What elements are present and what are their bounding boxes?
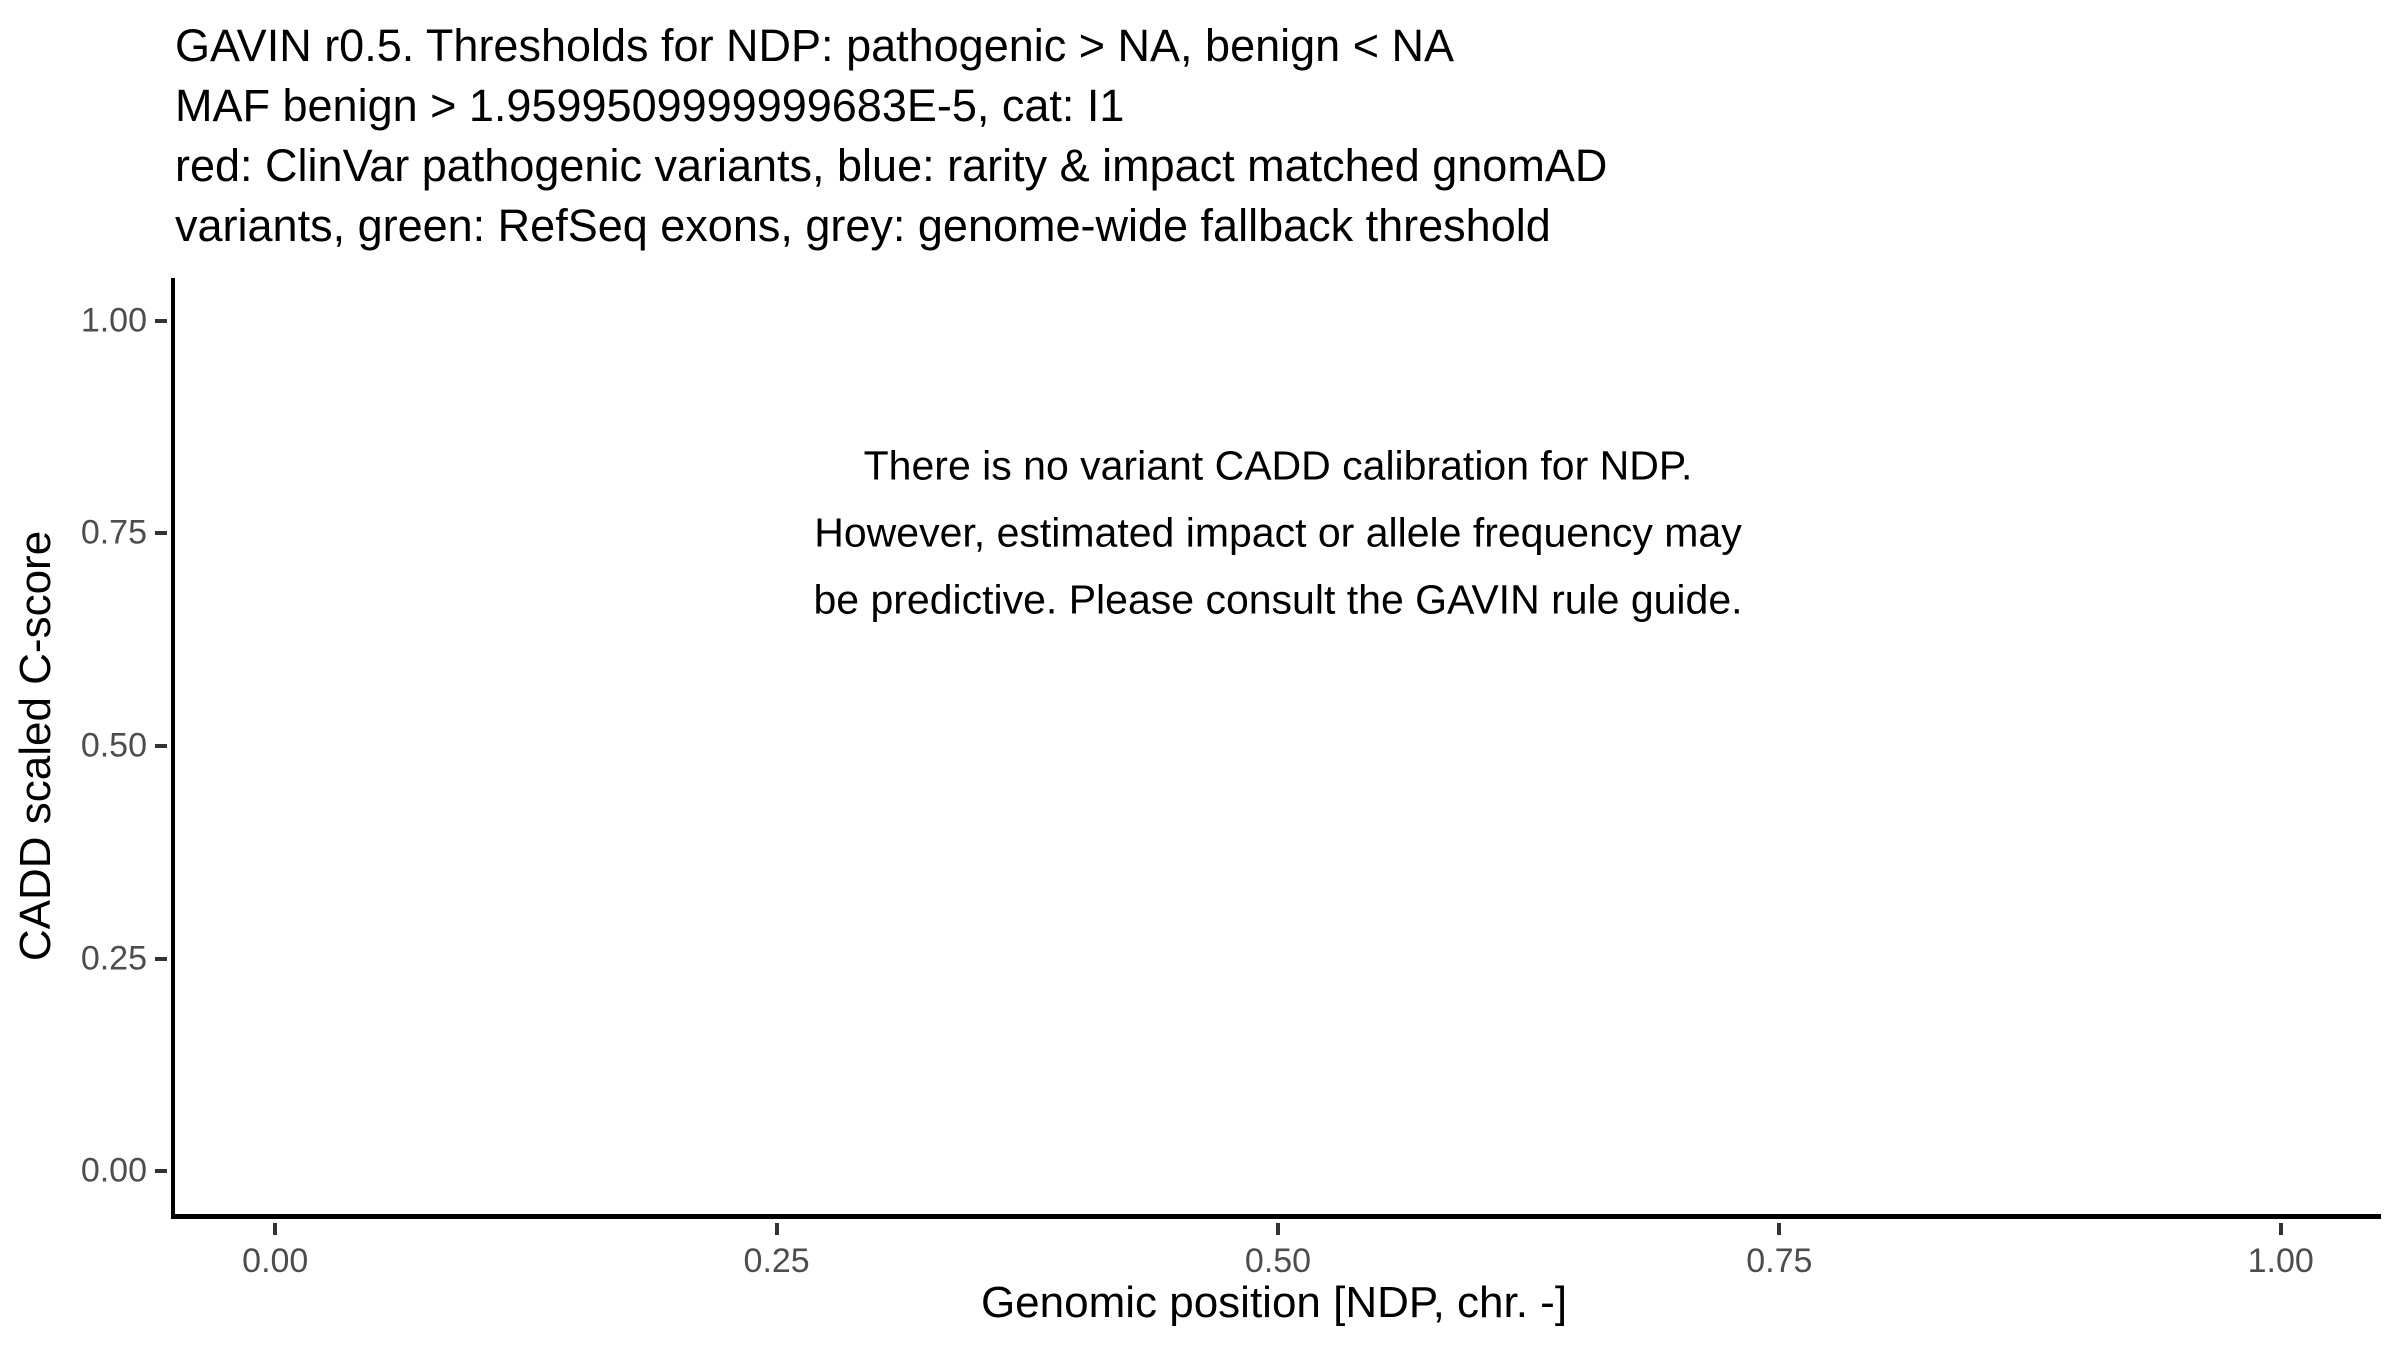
- x-axis-tick-label: 1.00: [2247, 1242, 2314, 1280]
- annotation-line-3: be predictive. Please consult the GAVIN rule guide.: [813, 576, 1743, 623]
- x-axis-tick: [775, 1223, 779, 1235]
- y-axis-tick: [155, 319, 167, 323]
- x-axis-tick: [273, 1223, 277, 1235]
- annotation-line-2: However, estimated impact or allele frequency may: [814, 509, 1742, 556]
- y-axis-tick: [155, 531, 167, 535]
- x-axis-tick-label: 0.00: [242, 1242, 309, 1280]
- chart-title-line-2: MAF benign > 1.9599509999999683E-5, cat: I1: [175, 80, 1125, 131]
- y-axis-tick: [155, 1169, 167, 1173]
- y-axis-tick: [155, 957, 167, 961]
- chart-title: [175, 16, 1607, 256]
- chart-title-line-3: red: ClinVar pathogenic variants, blue: rarity & impact matched gnomAD: [175, 140, 1608, 191]
- x-axis-tick: [1777, 1223, 1781, 1235]
- annotation-line-1: There is no variant CADD calibration for NDP.: [863, 442, 1693, 489]
- x-axis-tick-label: 0.75: [1746, 1242, 1813, 1280]
- plot-panel: [80, 278, 2381, 1280]
- x-axis-tick: [1276, 1223, 1280, 1235]
- x-axis-title: Genomic position [NDP, chr. -]: [980, 1278, 1568, 1327]
- y-axis-title: CADD scaled C-score: [11, 530, 60, 962]
- y-axis-tick-label: 0.75: [80, 513, 147, 552]
- x-axis-tick: [2279, 1223, 2283, 1235]
- chart-title-line-4: variants, green: RefSeq exons, grey: genome-wide fallback threshold: [175, 200, 1551, 251]
- y-axis-tick-label: 0.50: [80, 726, 147, 765]
- y-axis-tick-label: 0.00: [80, 1151, 147, 1190]
- x-axis-tick-label: 0.50: [1244, 1242, 1312, 1280]
- y-axis-tick-label: 0.25: [80, 939, 147, 978]
- y-axis-tick-label: 1.00: [80, 301, 147, 340]
- chart-title-line-1: GAVIN r0.5. Thresholds for NDP: pathogenic > NA, benign < NA: [175, 20, 1454, 71]
- no-calibration-annotation: [813, 433, 1742, 634]
- x-axis-tick-label: 0.25: [743, 1242, 810, 1280]
- y-axis-tick: [155, 744, 167, 748]
